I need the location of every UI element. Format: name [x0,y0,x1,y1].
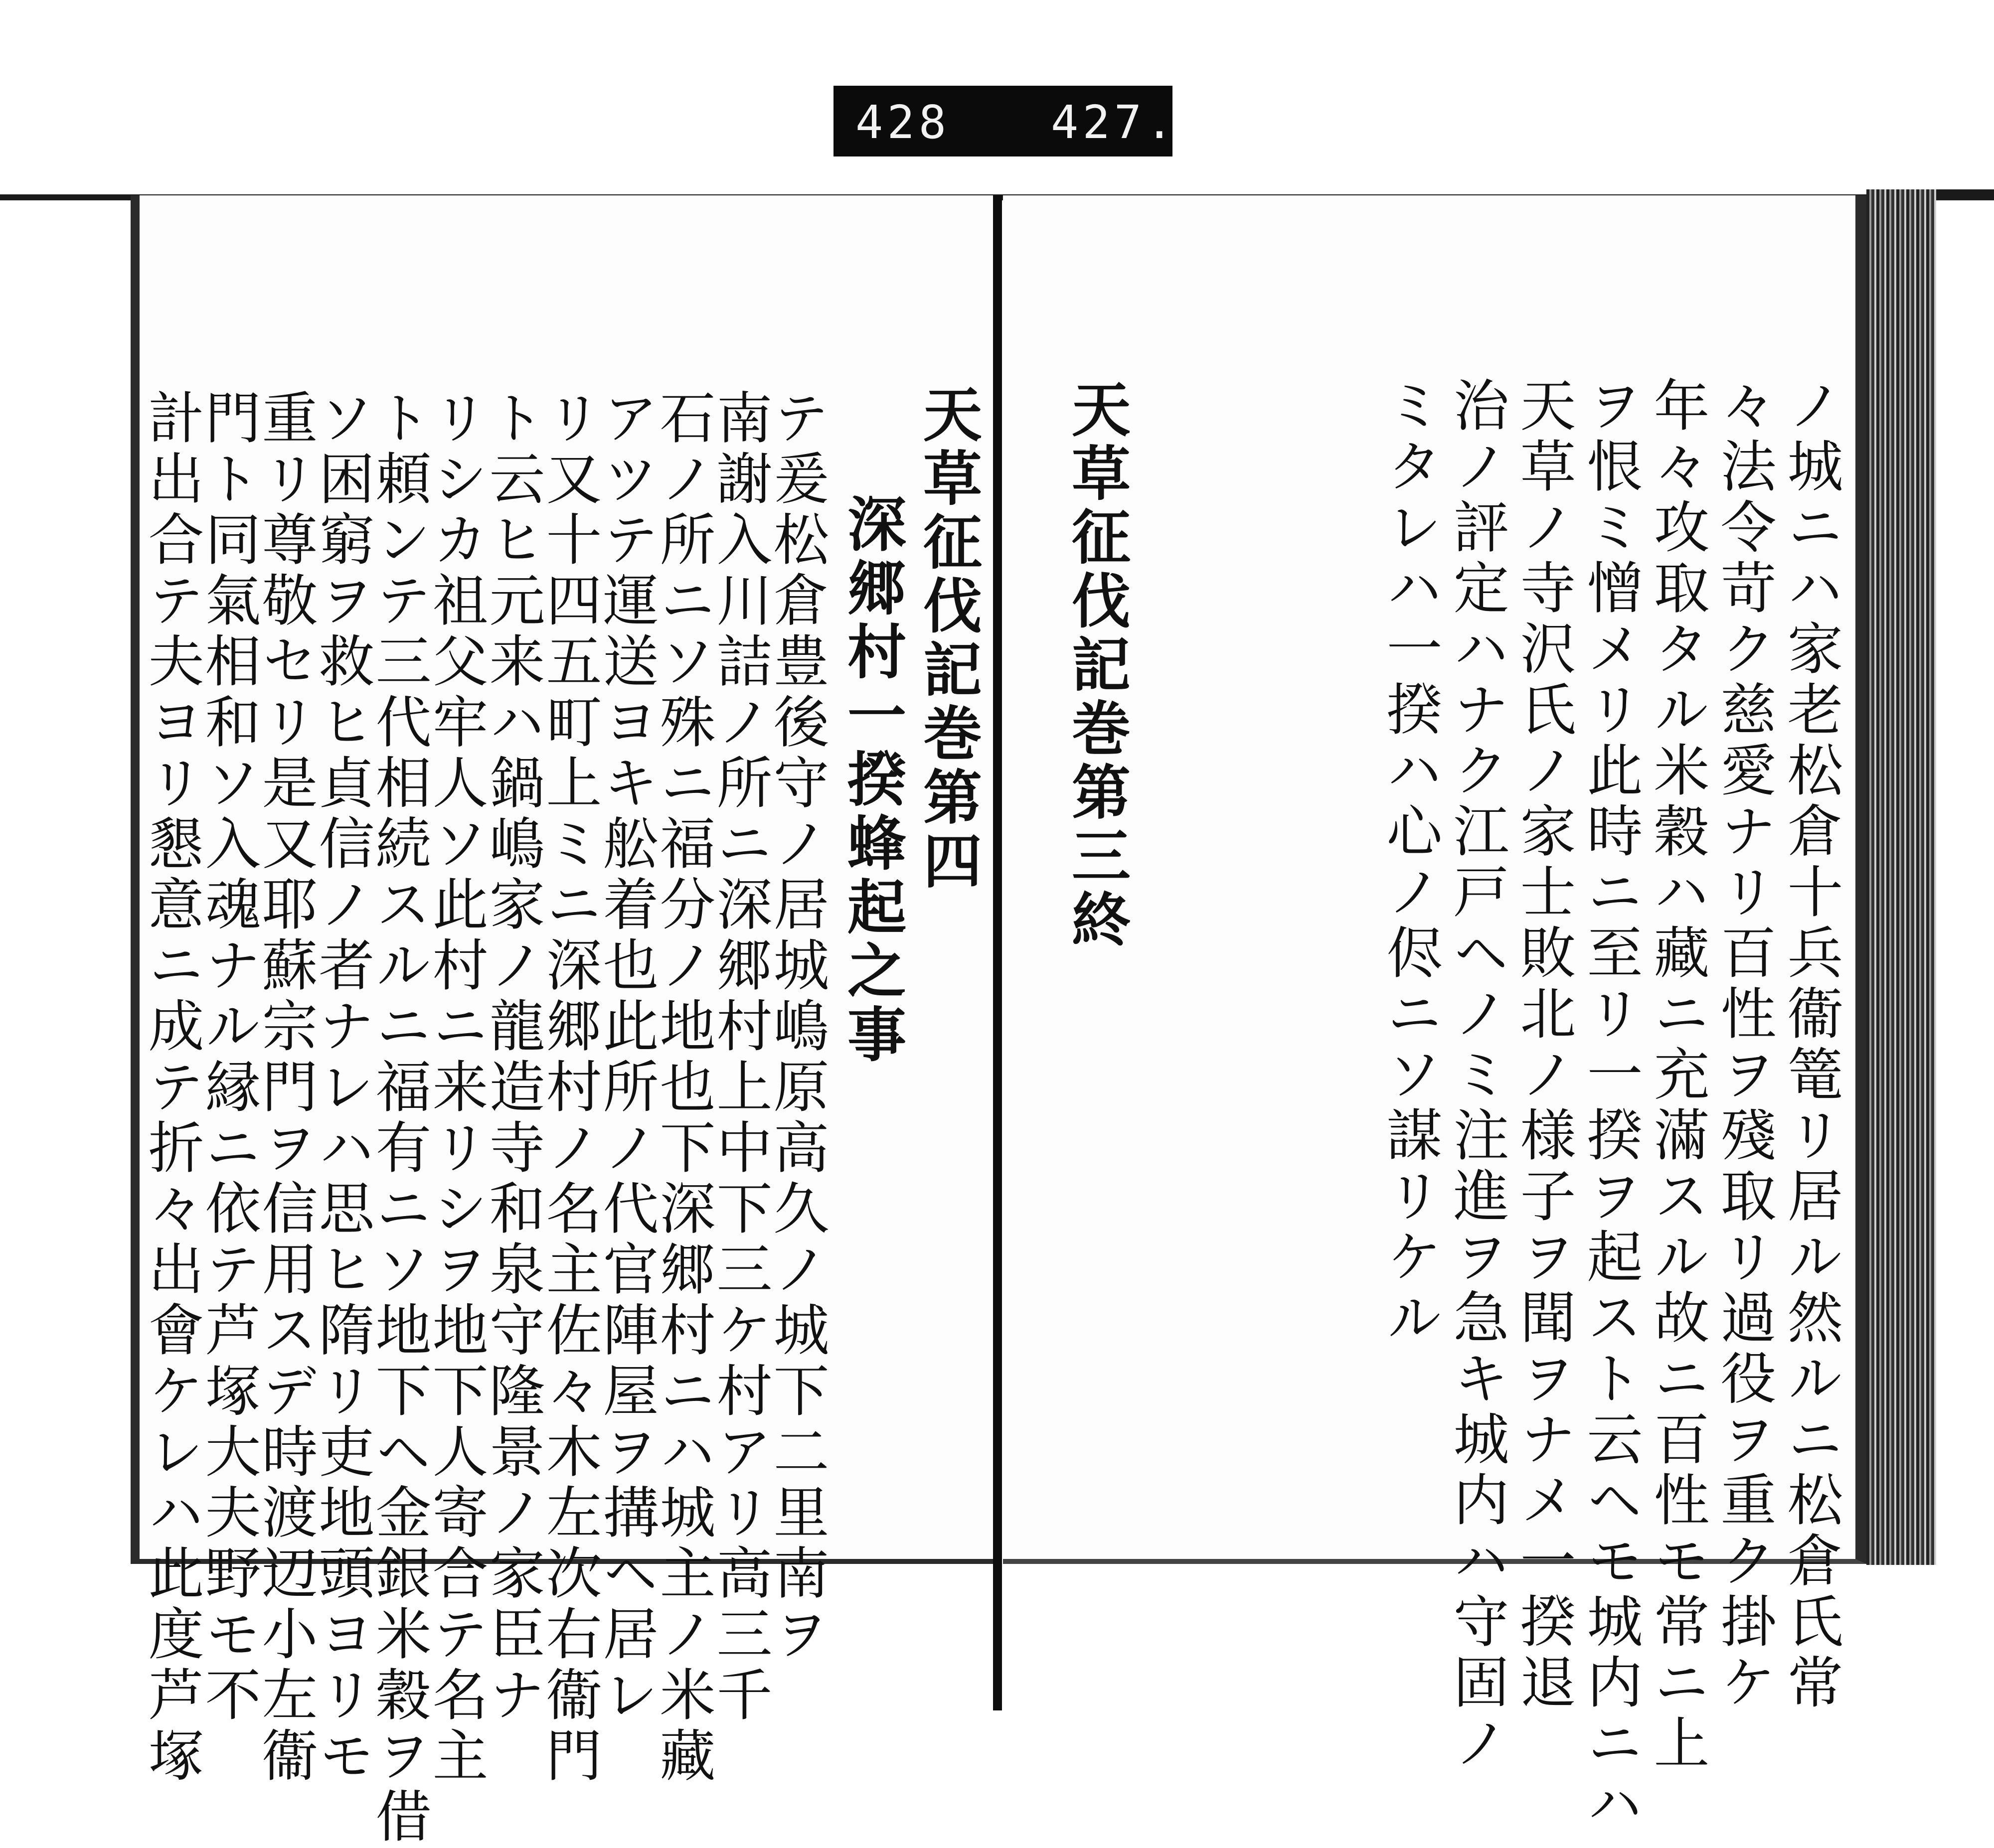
page-edge-stack [1866,189,1936,1565]
right-body-line-7: ミタレハ一揆ハ心ノ侭ニソ謀リケル [1377,376,1442,1349]
right-body-line-5: 天草ノ寺沢氏ノ家士敗北ノ様子ヲ聞ヲナメ一揆退 [1511,376,1576,1714]
left-body-line-1: テ爰松倉豊後守ノ居城嶋原高久ノ城下二里南ヲ [764,389,829,1666]
book-gutter [993,195,1002,1710]
chapter-title: 深郷村一揆蜂起之事 [837,493,907,1068]
left-body-line-9: ソ困窮ヲ救ヒ貞信ノ者ナレハ思ヒ隋リ吏地頭ヨリモ [310,389,374,1787]
left-body-line-7: リシカ祖父牢人ソ此村ニ来リシヲ地下人寄合テ名主 [423,389,488,1787]
left-body-line-5: リ又十四五町上ミニ深郷村ノ名主佐々木左次右衞門 [537,389,602,1787]
page-edge-top [1936,189,1994,200]
left-body-line-8: ト頼ンテ三代相続スルニ福有ニソ地下ヘ金銀米穀ヲ借 [366,389,431,1848]
right-body-line-6: 治ノ評定ハナク江戸ヘノミ注進ヲ急キ城内ハ守固ノ [1444,376,1509,1775]
volume-end-title: 天草征伐記巻第三終 [1062,379,1131,953]
left-body-line-3: 石ノ所ニソ殊ニ福分ノ地也下深郷村ニハ城主ノ米藏 [651,389,715,1787]
left-body-line-2: 南謝入川詰ノ所ニ深郷村上中下三ケ村アリ高三千 [707,389,772,1726]
left-body-line-6: ト云ヒ元来ハ鍋嶋家ノ龍造寺和泉守隆景ノ家臣ナ [480,389,545,1726]
left-body-line-10: 重リ尊敬セリ是又耶蘇宗門ヲ信用スデ時渡辺小左衞 [253,389,318,1787]
frame-number-left: 428 [855,96,951,149]
left-body-line-11: 門ト同氣相和ソ入魂ナル縁ニ依テ芦塚大夫野モ不 [196,389,261,1726]
left-body-line-12: 計出合テ夫ヨリ懇意ニ成テ折々出會ケレハ此度芦塚 [139,389,204,1787]
right-body-line-4: ヲ恨ミ憎メリ此時ニ至リ一揆ヲ起スト云ヘモ城内ニハ [1578,376,1643,1836]
volume-title: 天草征伐記巻第四 [913,384,983,894]
frame-number-right: 427. [1051,96,1177,149]
right-body-line-1: ノ城ニハ家老松倉十兵衞篭リ居ル然ルニ松倉氏常 [1778,376,1843,1714]
left-body-line-4: アツテ運送ヨキ舩着也此所ノ代官陣屋ヲ搆ヘ居レ [594,389,659,1726]
microfilm-frame-label [833,86,1177,156]
right-body-line-3: 年々攻取タル米穀ハ藏ニ充滿スル故ニ百性モ常ニ上 [1645,376,1709,1775]
right-body-line-2: 々法令苛ク慈愛ナリ百性ヲ殘取リ過役ヲ重ク掛ケ [1711,376,1776,1714]
